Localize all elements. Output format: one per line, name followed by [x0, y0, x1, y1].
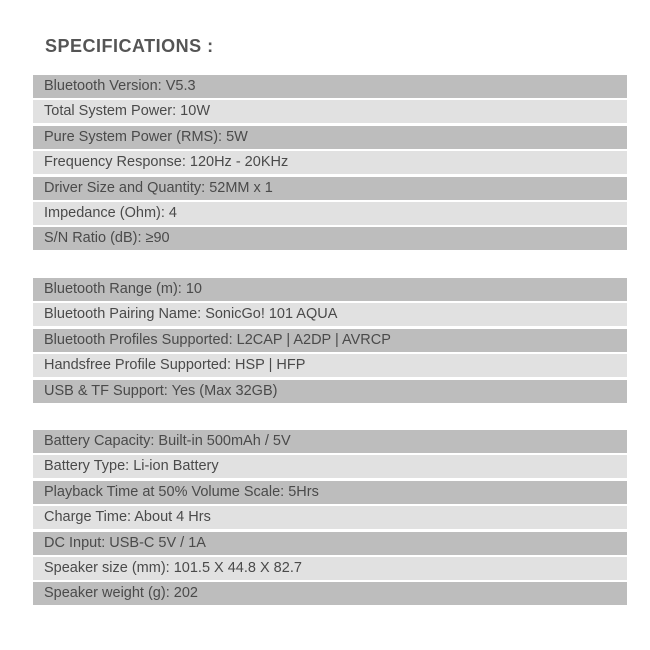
spec-row: Total System Power: 10W [33, 100, 627, 123]
spec-group-audio [33, 75, 627, 253]
spec-row: Frequency Response: 120Hz - 20KHz [33, 151, 627, 174]
spec-group-bluetooth [33, 278, 627, 405]
spec-row: Bluetooth Pairing Name: SonicGo! 101 AQUA [33, 303, 627, 326]
spec-row: Handsfree Profile Supported: HSP | HFP [33, 354, 627, 377]
spec-group-battery [33, 430, 627, 608]
page-title: SPECIFICATIONS : [45, 36, 214, 56]
spec-row: Bluetooth Version: V5.3 [33, 75, 627, 98]
spec-row: Bluetooth Profiles Supported: L2CAP | A2DP | AVRCP [33, 329, 627, 352]
spec-row: Charge Time: About 4 Hrs [33, 506, 627, 529]
spec-row: Battery Type: Li-ion Battery [33, 455, 627, 478]
spec-row: Battery Capacity: Built-in 500mAh / 5V [33, 430, 627, 453]
spec-row: Pure System Power (RMS): 5W [33, 126, 627, 149]
spec-row: Speaker weight (g): 202 [33, 582, 627, 605]
spec-row: Impedance (Ohm): 4 [33, 202, 627, 225]
spec-row: S/N Ratio (dB): ≥90 [33, 227, 627, 250]
spec-row: Playback Time at 50% Volume Scale: 5Hrs [33, 481, 627, 504]
spec-row: Speaker size (mm): 101.5 X 44.8 X 82.7 [33, 557, 627, 580]
spec-row: USB & TF Support: Yes (Max 32GB) [33, 380, 627, 403]
spec-row: Bluetooth Range (m): 10 [33, 278, 627, 301]
spec-row: DC Input: USB-C 5V / 1A [33, 532, 627, 555]
spec-row: Driver Size and Quantity: 52MM x 1 [33, 177, 627, 200]
